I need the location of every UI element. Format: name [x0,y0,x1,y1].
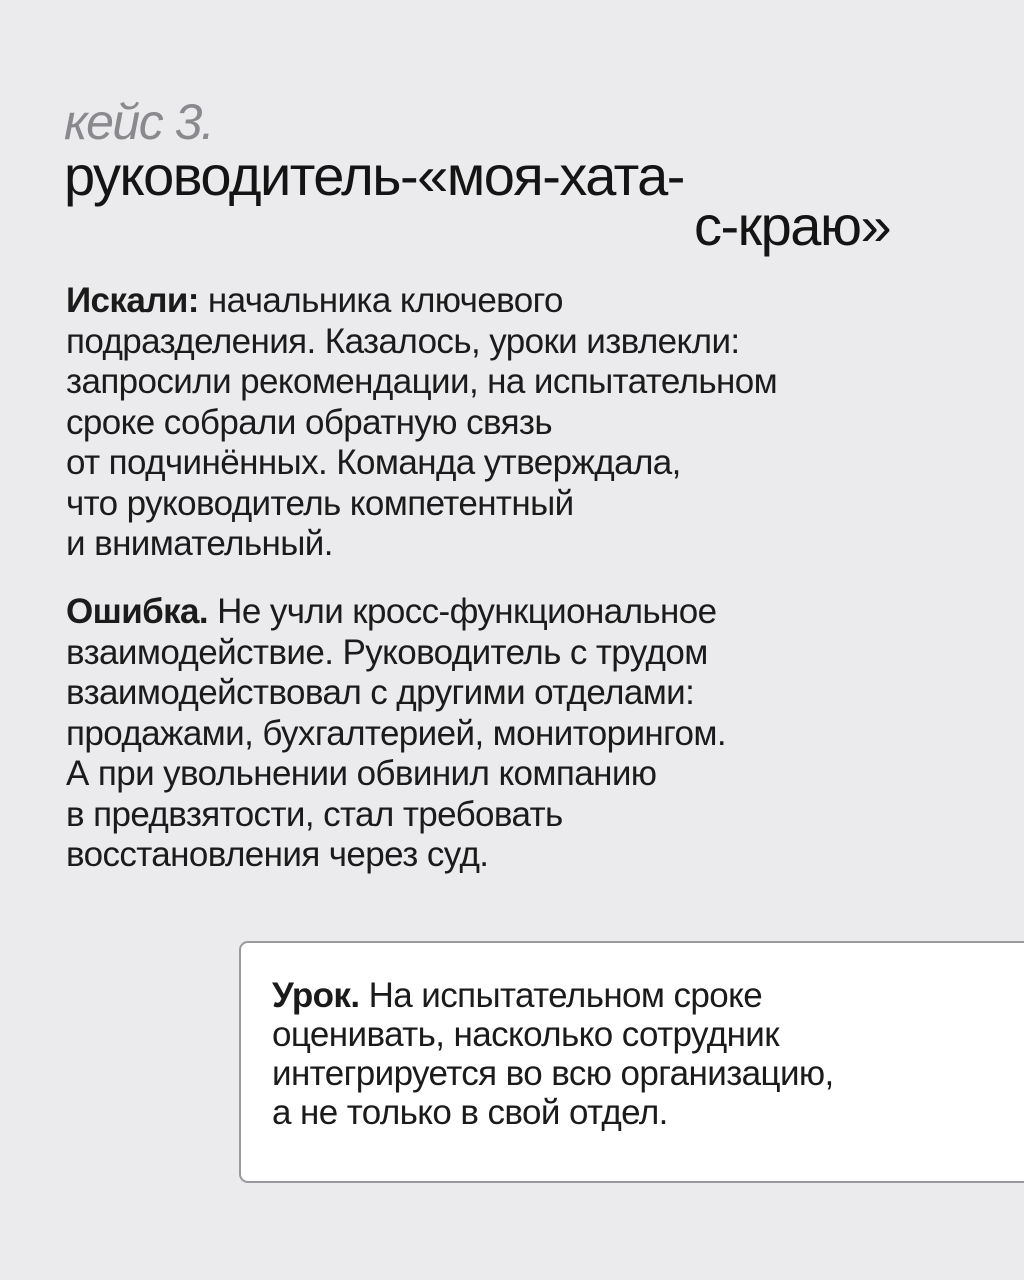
search-line-2: подразделения. Казалось, уроки извлекли: [66,321,740,361]
error-line-5: А при увольнении обвинил компанию [66,754,657,793]
lesson-line-2: оценивать, насколько сотрудник [272,1015,779,1054]
error-line-1: Ошибка. Не учли кросс-функциональное [66,592,717,631]
lesson-line-3: интегрируется во всю организацию, [272,1054,834,1093]
error-line-2: взаимодействие. Руководитель с трудом [66,632,708,672]
error-label: Ошибка. [66,592,209,631]
search-line-6: что руководитель компетентный [66,483,574,523]
search-line-1: Искали: начальника ключевого [66,281,563,320]
search-line-5: от подчинённых. Команда утверждала, [66,443,681,482]
search-line-3: запросили рекомендации, на испытательном [66,362,778,401]
search-line-7: и внимательный. [66,524,333,563]
case-number: кейс 3. [64,94,214,150]
error-line-3: взаимодействовал с другими отделами: [66,673,695,712]
lesson-paragraph [272,976,834,1132]
error-line-7: восстановления через суд. [66,835,489,874]
case-title-line-2: с-краю» [694,194,891,257]
error-paragraph [66,592,946,876]
search-line-4: сроке собрали обратную связь [66,402,553,442]
error-line-6: в предвзятости, стал требовать [66,794,563,834]
lesson-label: Урок. [272,976,360,1015]
search-label: Искали: [66,281,199,320]
search-paragraph [66,281,946,565]
error-line-4: продажами, бухгалтерией, мониторингом. [66,713,726,753]
lesson-card [239,941,1024,1183]
lesson-line-4: а не только в свой отдел. [272,1093,668,1132]
case-title-line-1: руководитель-«моя-хата- [64,144,684,207]
lesson-line-1: Урок. На испытательном сроке [272,976,763,1015]
